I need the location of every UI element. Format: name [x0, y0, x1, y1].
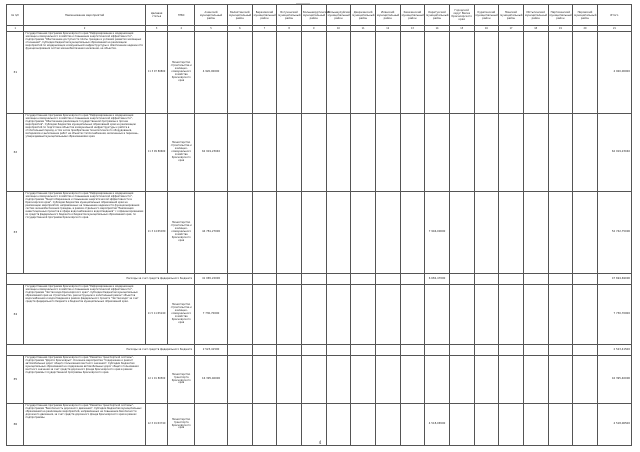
district-amount — [301, 356, 326, 404]
budget-administrator: Министерство строительства и жилищно-коммунального хозяйства Красноярского края — [168, 114, 195, 192]
district-amount — [277, 114, 302, 192]
district-amount — [326, 356, 351, 404]
district-amount — [425, 345, 450, 356]
district-amount — [351, 114, 376, 192]
district-amount — [326, 192, 351, 274]
district-amount — [277, 192, 302, 274]
district-amount — [573, 285, 598, 345]
district-amount — [400, 192, 425, 274]
district-amount — [400, 285, 425, 345]
district-amount — [252, 345, 277, 356]
district-amount: 4 518,06500 — [425, 404, 450, 446]
district-amount — [499, 345, 524, 356]
district-amount — [449, 285, 474, 345]
district-amount — [351, 345, 376, 356]
district-amount — [326, 285, 351, 345]
district-amount — [400, 32, 425, 114]
column-number: 21 — [597, 26, 631, 32]
district-amount — [252, 356, 277, 404]
district-amount — [375, 32, 400, 114]
row-total: 16 395,40000 — [597, 356, 631, 404]
district-amount — [351, 32, 376, 114]
district-amount — [548, 356, 573, 404]
district-amount — [227, 285, 252, 345]
district-amount — [351, 192, 376, 274]
column-number: 20 — [573, 26, 598, 32]
column-header: Манский муниципальный район — [499, 5, 524, 26]
district-amount: 16 395,40000 — [195, 356, 228, 404]
district-amount — [523, 285, 548, 345]
column-number: 13 — [400, 26, 425, 32]
table-row — [7, 114, 632, 192]
district-amount — [449, 114, 474, 192]
column-header: Каратузский муниципальный район — [425, 5, 450, 26]
district-amount — [252, 285, 277, 345]
district-amount — [573, 345, 598, 356]
district-amount — [375, 285, 400, 345]
district-amount — [301, 274, 326, 285]
row-number: 33 — [7, 192, 24, 274]
district-amount — [227, 274, 252, 285]
district-amount: 44 781,27000 — [195, 192, 228, 274]
column-header: Наименование мероприятий — [24, 5, 145, 26]
column-number: 11 — [351, 26, 376, 32]
row-total: 2 523,41500 — [597, 345, 631, 356]
district-amount — [351, 274, 376, 285]
column-number: 9 — [301, 26, 326, 32]
budget-sheet — [6, 4, 632, 446]
district-amount — [523, 114, 548, 192]
district-amount — [227, 345, 252, 356]
district-amount — [301, 345, 326, 356]
district-amount: 7 946,00000 — [425, 192, 450, 274]
district-amount — [573, 114, 598, 192]
district-amount — [425, 356, 450, 404]
district-amount — [548, 192, 573, 274]
column-header: Партизанский муниципальный район — [548, 5, 573, 26]
row-number: 34 — [7, 285, 24, 345]
column-header: Иланский муниципальный район — [375, 5, 400, 26]
district-amount — [573, 192, 598, 274]
district-amount — [449, 345, 474, 356]
column-header: ГРБС — [168, 5, 195, 26]
district-amount — [227, 356, 252, 404]
district-amount — [252, 192, 277, 274]
district-amount — [375, 192, 400, 274]
district-amount — [400, 356, 425, 404]
district-amount — [375, 356, 400, 404]
target-article-code: 12 3 01 R3740 — [145, 404, 168, 446]
district-amount — [252, 114, 277, 192]
district-amount — [400, 274, 425, 285]
column-header: Казачинский муниципальный район — [400, 5, 425, 26]
district-amount — [573, 32, 598, 114]
column-number: 8 — [277, 26, 302, 32]
measure-description: Государственная программа Красноярского края "Реформирование и модернизация жилищно-коммунального хозяйства и повышение энергетической эффективности", подпрограмма "Чистая вода Красноярского края". Субсидии бюджетам муниципальных образований края на строительство, реконструкцию и капитальный ремонт объектов водоснабжения и водоотведения в рамках федерального проекта "Чистая вода" за счет средств федерального бюджета и бюджетов муниципальных образований края. — [24, 285, 145, 345]
column-header: Большемуртинский муниципальный район — [301, 5, 326, 26]
district-amount — [474, 192, 499, 274]
target-article-code: 12 1 01 80500 — [145, 356, 168, 404]
district-amount — [548, 345, 573, 356]
column-header: Пировский муниципальный район — [573, 5, 598, 26]
column-header: Мотыгинский муниципальный район — [523, 5, 548, 26]
district-amount — [301, 192, 326, 274]
district-amount — [277, 32, 302, 114]
row-total: 47 694,69000 — [597, 274, 631, 285]
district-amount — [449, 192, 474, 274]
row-total: 62 919,23040 — [597, 114, 631, 192]
table-body — [7, 32, 632, 446]
budget-administrator: Министерство строительства и жилищно-коммунального хозяйства Красноярского края — [168, 192, 195, 274]
district-amount — [474, 32, 499, 114]
column-number: 18 — [523, 26, 548, 32]
column-header: Дзержинский муниципальный район — [351, 5, 376, 26]
district-amount — [375, 114, 400, 192]
page-number: 4 — [318, 440, 322, 445]
target-article-code: 11 5 11 R5240 — [145, 285, 168, 345]
row-number: 32 — [7, 114, 24, 192]
district-amount — [252, 274, 277, 285]
measure-description: Государственная программа Красноярского края "Развитие транспортной системы", подпрограмма "Дороги Красноярья". Основное мероприятие "Содержание и ремонт автомобильных дорог общего пользования местного значения". Субсидии бюджетам муниципальных образований на содержание автомобильных дорог общего пользования местного значения за счет средств дорожного фонда Красноярского края в рамках подпрограммы государственной программы Красноярского края. — [24, 356, 145, 404]
table-header-row — [7, 5, 632, 26]
district-amount — [326, 345, 351, 356]
district-amount — [474, 274, 499, 285]
district-amount — [425, 32, 450, 114]
district-amount — [499, 192, 524, 274]
budget-administrator: Министерство строительства и жилищно-коммунального хозяйства Красноярского края — [168, 285, 195, 345]
target-article-code: 11 3 07 80800 — [145, 32, 168, 114]
district-amount — [499, 285, 524, 345]
district-amount — [523, 192, 548, 274]
district-amount: 4 920,00000 — [195, 32, 228, 114]
district-amount — [277, 285, 302, 345]
column-number: 6 — [227, 26, 252, 32]
district-amount — [375, 274, 400, 285]
district-amount — [499, 356, 524, 404]
subtotal-row — [7, 274, 632, 285]
row-number: 31 — [7, 32, 24, 114]
column-header: Балахтинский муниципальный район — [227, 5, 252, 26]
column-header: Богучанский муниципальный район — [277, 5, 302, 26]
table-row — [7, 192, 632, 274]
district-amount — [277, 274, 302, 285]
column-number: 4 — [168, 26, 195, 32]
column-number: 3 — [145, 26, 168, 32]
measure-description: Государственная программа Красноярского края "Реформирование и модернизация жилищно-коммунального хозяйства и повышение энергетической эффективности", подпрограмма "Энергосбережение и повышение энергетической эффективности в Красноярском крае". Субсидии бюджетам муниципальных образований края на реализацию мероприятий, направленных на повышение надежности функционирования систем жизнеобеспечения граждан, в рамках отдельного мероприятия "Реализация инвестиционных проектов в сфере водоснабжения и водоотведения" с софинансированием из средств федерального бюджета и бюджетов муниципальных образований края, по государственной программе Красноярского края. — [24, 192, 145, 274]
district-amount — [326, 274, 351, 285]
district-amount — [351, 285, 376, 345]
district-amount — [474, 114, 499, 192]
district-amount — [400, 345, 425, 356]
district-amount — [326, 32, 351, 114]
district-amount — [351, 356, 376, 404]
table-row — [7, 285, 632, 345]
column-header: Итого — [597, 5, 631, 26]
subtotal-label: Расходы за счет средств федерального бюджета — [7, 274, 195, 285]
column-number: 2 — [24, 26, 145, 32]
row-total: 4 920,00000 — [597, 32, 631, 114]
district-amount — [400, 114, 425, 192]
district-amount — [474, 285, 499, 345]
district-amount — [523, 356, 548, 404]
budget-administrator: Министерство строительства и жилищно-коммунального хозяйства Красноярского края — [168, 32, 195, 114]
district-amount — [277, 356, 302, 404]
column-header: Курагинский муниципальный район — [474, 5, 499, 26]
district-amount — [499, 274, 524, 285]
column-header: № п/п — [7, 5, 24, 26]
district-amount: 6 682,47000 — [425, 274, 450, 285]
district-amount — [449, 356, 474, 404]
district-amount — [548, 285, 573, 345]
column-number: 16 — [474, 26, 499, 32]
district-amount — [425, 285, 450, 345]
target-article-code: 11 3 09 80600 — [145, 114, 168, 192]
column-number: 10 — [326, 26, 351, 32]
district-amount: 41 065,22000 — [195, 274, 228, 285]
budget-administrator: Министерство транспорта Красноярского края — [168, 404, 195, 446]
district-amount — [523, 274, 548, 285]
district-amount — [301, 32, 326, 114]
district-amount — [548, 32, 573, 114]
district-amount — [449, 274, 474, 285]
district-amount — [474, 345, 499, 356]
row-number: 36 — [7, 404, 24, 446]
district-amount — [227, 192, 252, 274]
column-header: Городской округ Вилка Красноярского края — [449, 5, 474, 26]
column-number: 7 — [252, 26, 277, 32]
subtotal-label: Расходы за счет средств федерального бюджета — [7, 345, 195, 356]
district-amount — [227, 114, 252, 192]
district-amount — [573, 356, 598, 404]
table-row — [7, 32, 632, 114]
column-number: 14 — [425, 26, 450, 32]
district-amount — [227, 32, 252, 114]
column-number: 5 — [195, 26, 228, 32]
row-number: 35 — [7, 356, 24, 404]
district-amount — [301, 285, 326, 345]
column-number: 1 — [7, 26, 24, 32]
district-amount: 7 730,70000 — [195, 285, 228, 345]
row-total: 4 518,06500 — [597, 404, 631, 446]
district-amount — [277, 345, 302, 356]
table-row — [7, 356, 632, 404]
district-amount — [474, 356, 499, 404]
district-amount — [573, 274, 598, 285]
column-header: Целевая статья — [145, 5, 168, 26]
district-amount — [548, 114, 573, 192]
district-amount — [523, 345, 548, 356]
column-number: 15 — [449, 26, 474, 32]
district-amount — [449, 32, 474, 114]
column-header: Ачинский муниципальный район — [195, 5, 228, 26]
measure-description: Государственная программа Красноярского края "Реформирование и модернизация жилищно-коммунального хозяйства и повышение энергетической эффективности", подпрограмма "Обеспечение доступности платы граждан в условиях развития жилищных отношений". Субсидии бюджетам муниципальных образований на реализацию мероприятий по модернизации коммунальной инфраструктуры и обеспечению надежности функционирования систем жизнеобеспечения населения, на объектах. — [24, 32, 145, 114]
measure-description: Государственная программа Красноярского края "Реформирование и модернизация жилищно-коммунального хозяйства и повышение энергетической эффективности", подпрограмма "Обеспечение реализации государственной программы и прочие мероприятия". Субсидии бюджетам муниципальных образований края на реализацию мероприятий по подготовке объектов коммунальной инфраструктуры к работе в отопительный период, в том числе приобретение технологического оборудования, материалов и выполнение работ на объектах теплоснабжения, включенных в перечень, утверждаемый муниципальными образованиями края. — [24, 114, 145, 192]
district-amount — [499, 114, 524, 192]
district-amount — [301, 114, 326, 192]
row-total: 7 730,70000 — [597, 285, 631, 345]
column-number: 17 — [499, 26, 524, 32]
district-amount: 2 523,41500 — [195, 345, 228, 356]
subtotal-row — [7, 345, 632, 356]
district-amount — [252, 32, 277, 114]
subsidy-table — [6, 4, 632, 446]
district-amount — [548, 274, 573, 285]
column-header: Большеулуйский муниципальный район — [326, 5, 351, 26]
district-amount — [499, 32, 524, 114]
district-amount — [326, 114, 351, 192]
district-amount — [425, 114, 450, 192]
district-amount — [375, 345, 400, 356]
measure-description: Государственная программа Красноярского края "Развитие транспортной системы", подпрограмма "Безопасность дорожного движения". Субсидии бюджетам муниципальных образований на реализацию мероприятий, направленных на повышение безопасности дорожного движения, за счет средств дорожного фонда Красноярского края в рамках подпрограммы. — [24, 404, 145, 446]
column-number: 12 — [375, 26, 400, 32]
budget-administrator: Министерство транспорта Красноярского края — [168, 356, 195, 404]
column-number: 19 — [548, 26, 573, 32]
district-amount: 62 919,23040 — [195, 114, 228, 192]
column-header: Березовский муниципальный район — [252, 5, 277, 26]
district-amount — [523, 32, 548, 114]
row-total: 52 742,75000 — [597, 192, 631, 274]
target-article-code: 11 3 14 R5030 — [145, 192, 168, 274]
